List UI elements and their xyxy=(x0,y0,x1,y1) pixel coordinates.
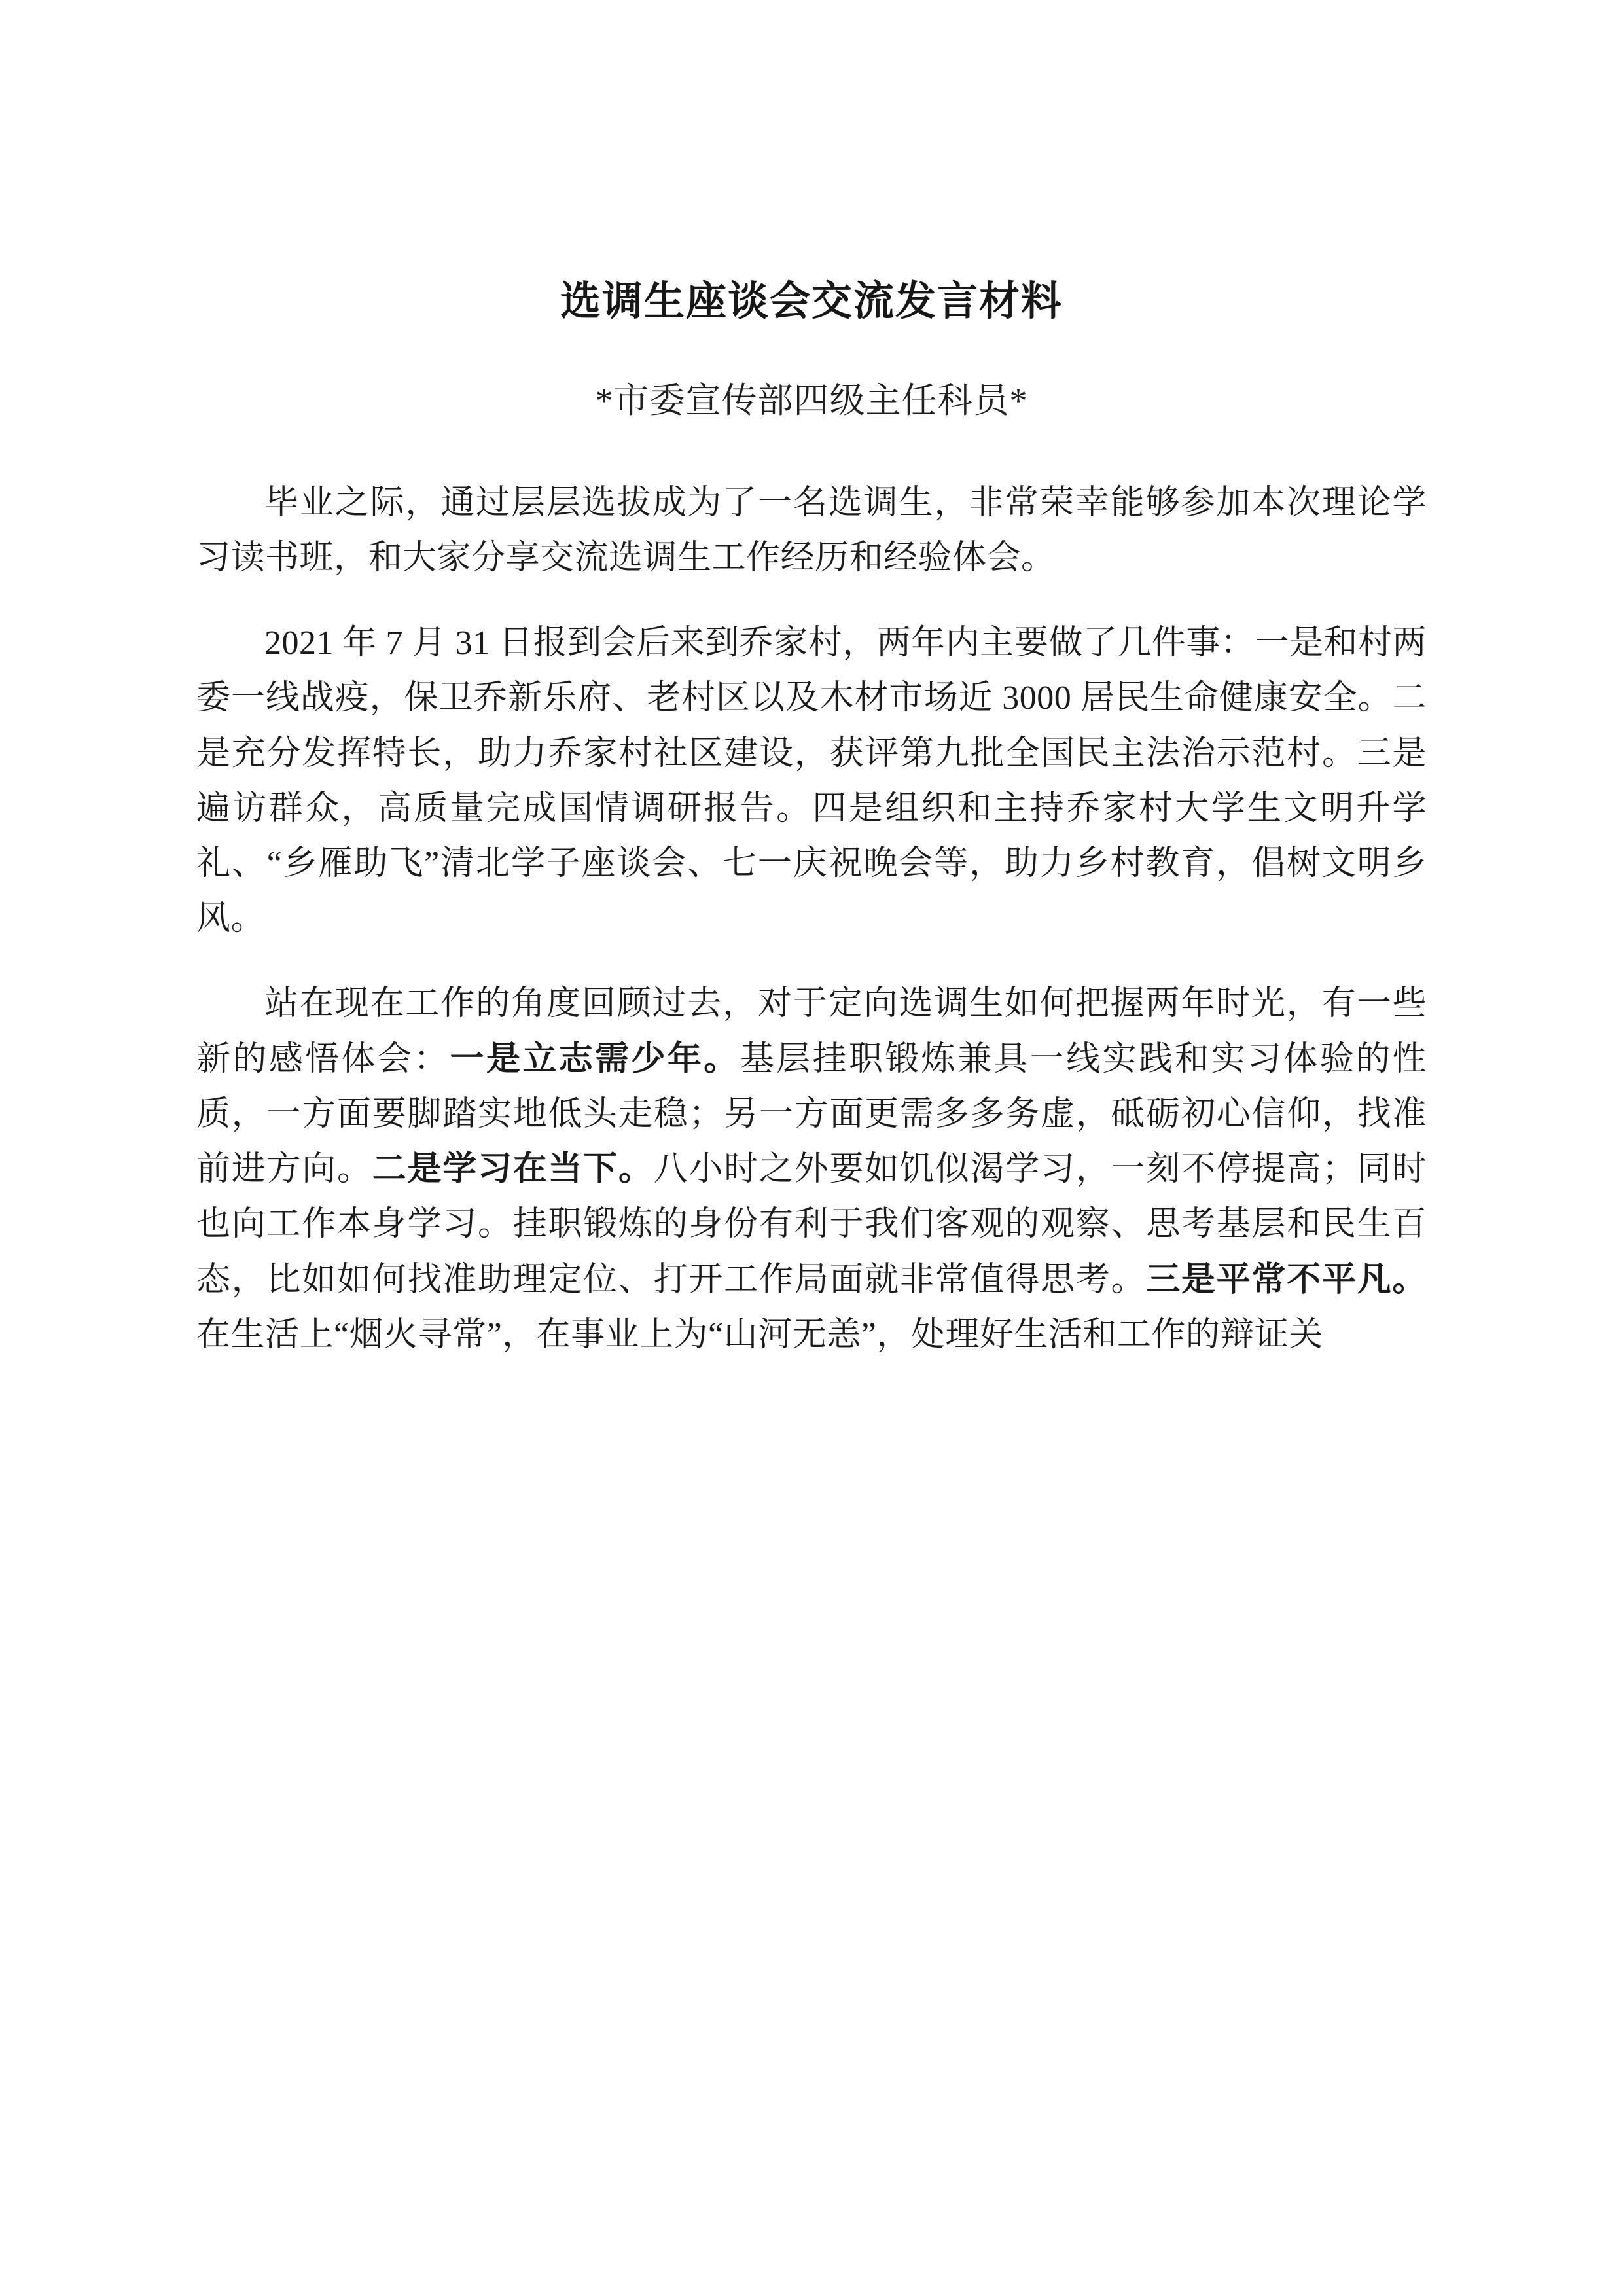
paragraph-p3 xyxy=(196,977,1427,1363)
text-run: 基层挂职锻炼兼具一线实践和实习体验的性质，一方面要脚踏实地低头走稳；另一方面更需多多务虚，砥砺初心信仰，找准前进方向。 xyxy=(196,1040,1427,1189)
emphasis-run: 二是学习在当下。 xyxy=(372,1151,654,1189)
paragraph-p1 xyxy=(196,476,1427,586)
text-run: 毕业之际，通过层层选拔成为了一名选调生，非常荣幸能够参加本次理论学习读书班，和大家分享交流选调生工作经历和经验体会。 xyxy=(196,484,1427,577)
emphasis-run: 三是平常不平凡。 xyxy=(1146,1261,1427,1299)
text-run: 在生活上“烟火寻常”，在事业上为“山河无恙”，处理好生活和工作的辩证关 xyxy=(196,1316,1323,1354)
document-body xyxy=(196,476,1427,1363)
document-subtitle: *市委宣传部四级主任科员* xyxy=(595,380,1028,420)
text-run: 站在现在工作的角度回顾过去，对于定向选调生如何把握两年时光，有一些新的感悟体会： xyxy=(196,985,1427,1078)
page-title: 选调生座谈会交流发言材料 xyxy=(560,279,1063,324)
emphasis-run: 一是立志需少年。 xyxy=(450,1040,740,1078)
text-run: 八小时之外要如饥似渴学习，一刻不停提高；同时也向工作本身学习。挂职锻炼的身份有利于我们客观的观察、思考基层和民生百态，比如如何找准助理定位、打开工作局面就非常值得思考。 xyxy=(196,1151,1427,1299)
paragraph-p2 xyxy=(196,616,1427,946)
text-run: 2021 年 7 月 31 日报到会后来到乔家村，两年内主要做了几件事：一是和村两委一线战疫，保卫乔新乐府、老村区以及木材市场近 3000 居民生命健康安全。二是充分发挥特长，助力乔家村社区建设，获评第九批全国民主法治示范村。三是遍访群众，高质量完成国情调研报告。四是组织和主持乔家村大学生文明升学礼、“乡雁助飞”清北学子座谈会、七一庆祝晚会等，助力乡村教育，倡树文明乡风。 xyxy=(196,624,1427,938)
